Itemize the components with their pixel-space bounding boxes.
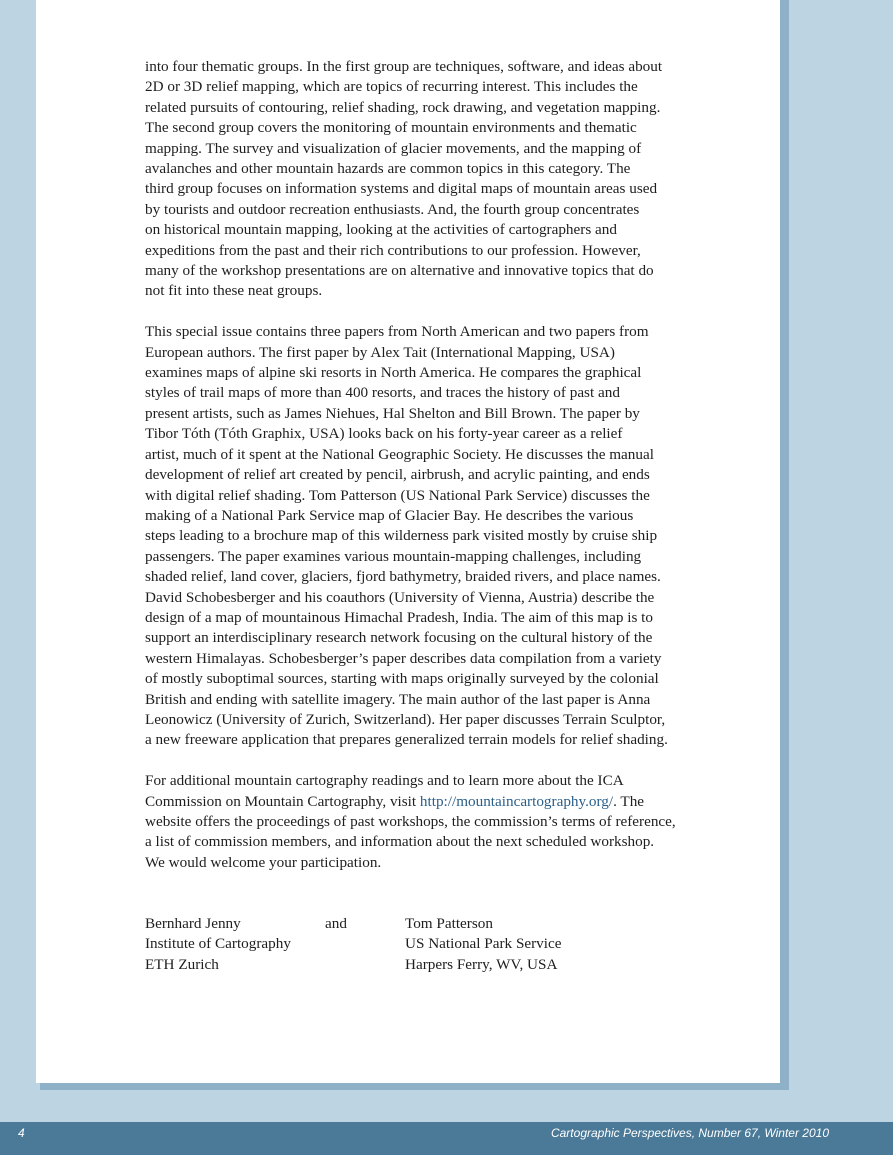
page-number: 4 bbox=[18, 1126, 25, 1140]
paragraph-special-issue bbox=[145, 322, 685, 751]
text-line: examines maps of alpine ski resorts in North America. He compares the graphical bbox=[145, 364, 642, 382]
signature-right bbox=[405, 914, 561, 975]
author-affiliation: Institute of Cartography bbox=[145, 935, 291, 953]
text-line: website offers the proceedings of past workshops, the commission’s terms of reference, bbox=[145, 813, 676, 830]
text-line: We would welcome your participation. bbox=[145, 853, 382, 871]
text-line: This special issue contains three papers from North American and two papers from bbox=[145, 323, 649, 341]
author-name: Tom Patterson bbox=[405, 915, 493, 932]
text-line: into four thematic groups. In the first group are techniques, software, and ideas about bbox=[145, 58, 663, 75]
text-line: European authors. The first paper by Alex Tait (International Mapping, USA) bbox=[145, 343, 615, 361]
signature-block bbox=[145, 914, 665, 976]
text-line: a list of commission members, and information about the next scheduled workshop. bbox=[145, 833, 655, 851]
text-line: expeditions from the past and their rich contributions to our profession. However, bbox=[145, 241, 641, 259]
text-line: passengers. The paper examines various mountain-mapping challenges, including bbox=[145, 547, 642, 565]
text-line: 2D or 3D relief mapping, which are topics of recurring interest. This includes the bbox=[145, 78, 638, 96]
text-fragment: Commission on Mountain Cartography, visit bbox=[145, 792, 420, 810]
text-line: by tourists and outdoor recreation enthusiasts. And, the fourth group concentrates bbox=[145, 200, 640, 218]
journal-citation: Cartographic Perspectives, Number 67, Winter 2010 bbox=[550, 1126, 829, 1140]
paragraph-closing bbox=[145, 771, 685, 873]
text-line: related pursuits of contouring, relief shading, rock drawing, and vegetation mapping. bbox=[145, 98, 661, 116]
article-body bbox=[145, 57, 685, 894]
paragraph-thematic-groups bbox=[145, 57, 685, 302]
text-line: a new freeware application that prepares generalized terrain models for relief shading. bbox=[145, 731, 668, 749]
text-line: shaded relief, land cover, glaciers, fjord bathymetry, braided rivers, and place names. bbox=[145, 568, 661, 586]
author-location: Harpers Ferry, WV, USA bbox=[405, 955, 558, 973]
text-line: development of relief art created by pencil, airbrush, and acrylic painting, and ends bbox=[145, 466, 650, 484]
commission-website-link[interactable]: http://mountaincartography.org/ bbox=[419, 792, 614, 810]
text-line: design of a map of mountainous Himachal Pradesh, India. The aim of this map is to bbox=[145, 608, 653, 626]
text-line: artist, much of it spent at the National Geographic Society. He discusses the manual bbox=[145, 445, 654, 463]
text-line: western Himalayas. Schobesberger’s paper describes data compilation from a variety bbox=[145, 649, 662, 667]
author-name: Bernhard Jenny bbox=[145, 915, 241, 932]
text-line: on historical mountain mapping, looking at the activities of cartographers and bbox=[145, 221, 617, 239]
text-line: Leonowicz (University of Zurich, Switzerland). Her paper discusses Terrain Sculptor, bbox=[145, 710, 666, 728]
text-line: styles of trail maps of more than 400 resorts, and traces the history of past and bbox=[145, 384, 620, 402]
signature-left bbox=[145, 914, 291, 975]
text-line: British and ending with satellite imagery. The main author of the last paper is Anna bbox=[145, 690, 651, 708]
text-line: support an interdisciplinary research network focusing on the cultural history of the bbox=[145, 629, 653, 647]
text-line: of mostly suboptimal sources, starting with maps originally surveyed by the colonial bbox=[145, 670, 659, 688]
text-line: Tibor Tóth (Tóth Graphix, USA) looks back on his forty-year career as a relief bbox=[145, 425, 623, 443]
text-line: making of a National Park Service map of Glacier Bay. He describes the various bbox=[145, 506, 634, 524]
text-line: with digital relief shading. Tom Patterson (US National Park Service) discusses the bbox=[145, 486, 650, 504]
text-line: mapping. The survey and visualization of glacier movements, and the mapping of bbox=[145, 139, 642, 157]
text-line: David Schobesberger and his coauthors (University of Vienna, Austria) describe the bbox=[145, 588, 655, 606]
author-location: ETH Zurich bbox=[145, 955, 219, 973]
author-affiliation: US National Park Service bbox=[405, 935, 562, 953]
text-line: not fit into these neat groups. bbox=[145, 282, 323, 300]
conjunction-text: and bbox=[325, 915, 347, 932]
text-line: many of the workshop presentations are on alternative and innovative topics that do bbox=[145, 262, 654, 280]
text-line: present artists, such as James Niehues, Hal Shelton and Bill Brown. The paper by bbox=[145, 404, 640, 422]
footer-bar bbox=[0, 1122, 893, 1155]
text-line: The second group covers the monitoring of mountain environments and thematic bbox=[145, 119, 637, 137]
signature-conjunction bbox=[325, 914, 347, 934]
text-line: avalanches and other mountain hazards are common topics in this category. The bbox=[145, 160, 631, 178]
text-fragment: . The bbox=[613, 792, 645, 810]
text-line: For additional mountain cartography readings and to learn more about the ICA bbox=[145, 772, 624, 790]
text-line: third group focuses on information systems and digital maps of mountain areas used bbox=[145, 180, 658, 198]
text-line-with-link bbox=[145, 792, 685, 812]
text-line: steps leading to a brochure map of this wilderness park visited mostly by cruise ship bbox=[145, 527, 658, 545]
